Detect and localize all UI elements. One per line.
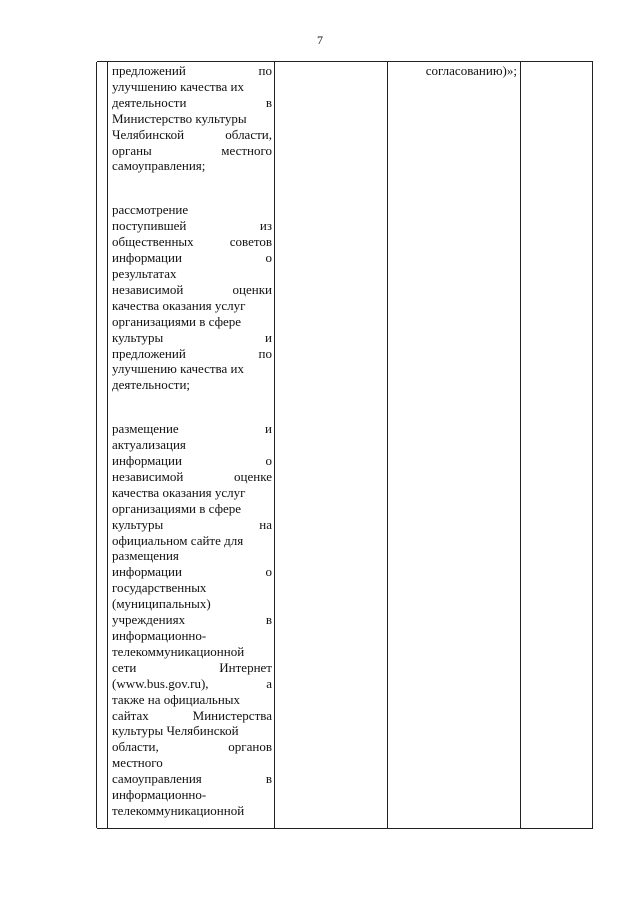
- text-line: результатах: [112, 265, 177, 281]
- text-line: местного: [112, 755, 163, 771]
- text-word: в: [265, 771, 272, 787]
- text-line: информационно-: [112, 787, 207, 803]
- text-line: качества оказания услуг: [112, 297, 246, 313]
- text-line: [112, 421, 272, 437]
- text-word: деятельности: [112, 94, 187, 110]
- text-word: поступившей: [112, 218, 187, 234]
- text-word: учреждениях: [112, 612, 186, 628]
- text-line: рассмотрение: [112, 202, 189, 218]
- text-word: о: [265, 453, 272, 469]
- table-border-right: [592, 62, 593, 828]
- text-line: информационно-: [112, 628, 207, 643]
- text-word: и: [265, 329, 272, 345]
- text-line: [112, 676, 272, 692]
- text-line: [112, 63, 272, 79]
- text-word: области,: [225, 126, 272, 142]
- text-line: [112, 708, 272, 724]
- table-column-divider: [274, 62, 275, 828]
- text-word: в: [265, 612, 272, 628]
- text-line: [112, 346, 272, 362]
- text-line: официальном сайте для: [112, 532, 244, 548]
- text-line: качества оказания услуг: [112, 484, 246, 500]
- text-word: органы: [112, 142, 152, 158]
- text-line: [112, 453, 272, 469]
- text-line: Министерство культуры: [112, 110, 247, 126]
- text-word: по: [258, 345, 272, 361]
- text-word: самоуправления: [112, 771, 202, 787]
- text-line: организациями в сфере: [112, 500, 242, 516]
- text-word: местного: [221, 142, 272, 158]
- table-border-left: [96, 62, 97, 828]
- text-line: деятельности;: [112, 377, 191, 393]
- text-line: телекоммуникационной: [112, 643, 245, 659]
- text-word: о: [265, 564, 272, 580]
- page-number: 7: [317, 33, 323, 47]
- text-word: Министерства: [192, 707, 272, 723]
- text-line: [112, 469, 272, 485]
- table-cell-right: согласованию)»;: [425, 63, 517, 78]
- table-cell-text: [112, 63, 272, 847]
- text-word: культуры: [112, 516, 164, 532]
- text-line: [112, 517, 272, 533]
- text-line: также на официальных: [112, 691, 241, 707]
- text-word: культуры: [112, 329, 164, 345]
- text-line: [112, 143, 272, 159]
- text-word: а: [266, 675, 272, 691]
- text-word: независимой: [112, 468, 184, 484]
- text-line: актуализация: [112, 437, 186, 453]
- text-word: предложений: [112, 63, 186, 78]
- text-line: размещения: [112, 548, 179, 564]
- text-line: [112, 771, 272, 787]
- text-word: независимой: [112, 281, 184, 297]
- text-word: (www.bus.gov.ru),: [112, 675, 209, 691]
- text-line: телекоммуникационной: [112, 802, 245, 818]
- text-line: [112, 739, 272, 755]
- text-word: сайтах: [112, 707, 149, 723]
- text-word: и: [265, 421, 272, 437]
- text-line: [112, 127, 272, 143]
- text-line: [112, 660, 272, 676]
- text-line: [112, 330, 272, 346]
- text-line: [112, 250, 272, 266]
- text-word: в: [265, 94, 272, 110]
- text-word: области,: [112, 739, 159, 755]
- paragraph-review: [112, 202, 272, 393]
- text-word: информации: [112, 453, 182, 469]
- text-word: информации: [112, 564, 182, 580]
- table-column-divider: [107, 62, 108, 828]
- text-line: (муниципальных): [112, 596, 211, 612]
- text-word: оценке: [234, 468, 272, 484]
- table: [97, 61, 593, 829]
- text-line: улучшению качества их: [112, 78, 245, 94]
- text-line: [112, 612, 272, 628]
- text-line: [112, 95, 272, 111]
- text-word: о: [265, 250, 272, 266]
- text-word: органов: [228, 739, 272, 755]
- text-word: на: [259, 516, 272, 532]
- text-word: оценки: [232, 281, 272, 297]
- text-word: размещение: [112, 421, 179, 437]
- text-word: сети: [112, 659, 137, 675]
- paragraph-publication: [112, 421, 272, 819]
- text-line: культуры Челябинской: [112, 723, 239, 739]
- text-line: [112, 282, 272, 298]
- text-word: предложений: [112, 345, 186, 361]
- text-line: государственных: [112, 580, 207, 596]
- text-line: организациями в сфере: [112, 313, 242, 329]
- text-line: [112, 564, 272, 580]
- text-word: Интернет: [219, 659, 272, 675]
- text-word: по: [258, 63, 272, 78]
- text-line: самоуправления;: [112, 158, 206, 174]
- text-word: советов: [229, 234, 272, 250]
- text-word: информации: [112, 250, 182, 266]
- text-word: общественных: [112, 234, 194, 250]
- text-line: [112, 234, 272, 250]
- text-word: из: [259, 218, 272, 234]
- text-line: [112, 218, 272, 234]
- table-column-divider: [387, 62, 388, 828]
- text-word: Челябинской: [112, 126, 185, 142]
- paragraph-proposals: [112, 63, 272, 174]
- text-line: улучшению качества их: [112, 361, 245, 377]
- table-column-divider: [520, 62, 521, 828]
